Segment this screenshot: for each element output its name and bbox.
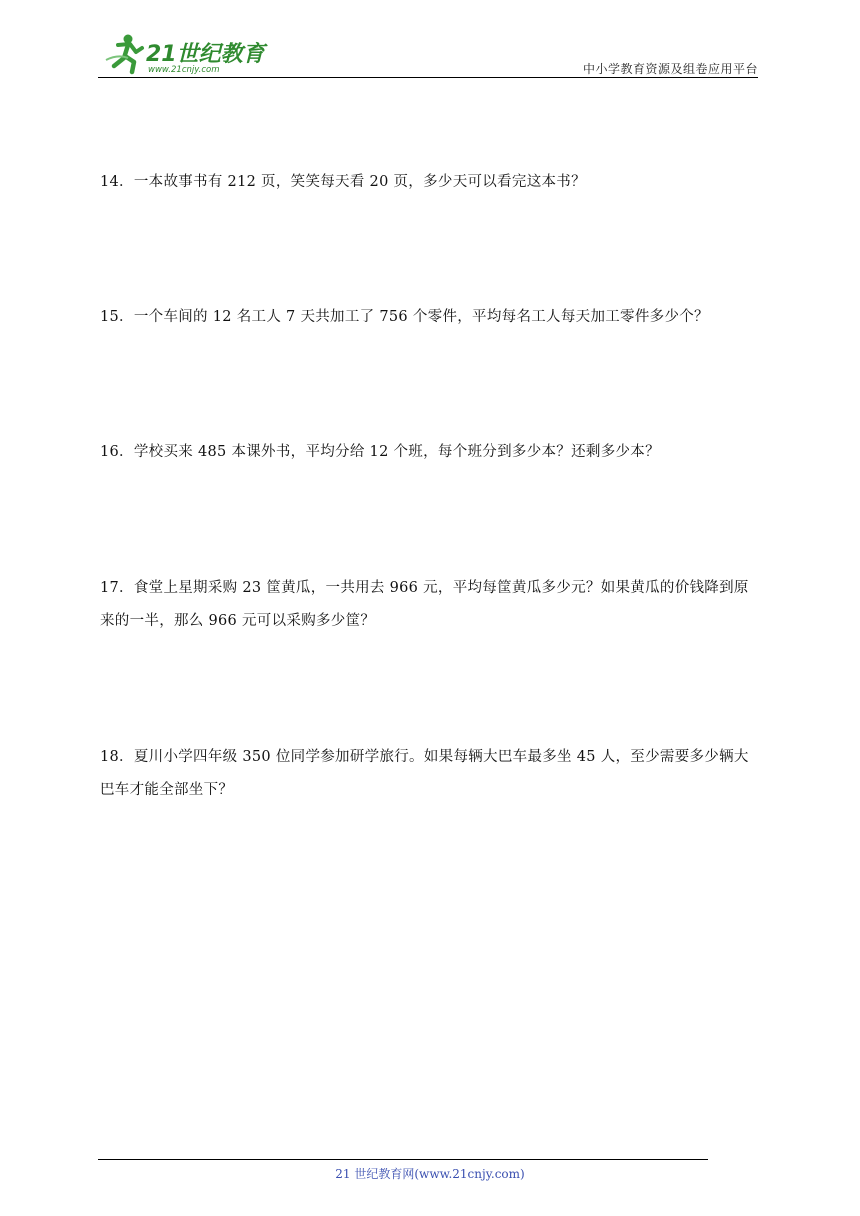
footer-link[interactable]: 21 世纪教育网(www.21cnjy.com) [335, 1167, 525, 1181]
site-logo [98, 30, 268, 76]
question-16: 16．学校买来 485 本课外书，平均分给 12 个班，每个班分到多少本？还剩多少本？ [100, 444, 660, 460]
page-header [98, 30, 758, 78]
question-17: 17．食堂上星期采购 23 筐黄瓜，一共用去 966 元，平均每筐黄瓜多少元？如果黄瓜的价钱降到原来的一半，那么 966 元可以采购多少筐？ [100, 580, 749, 629]
logo-url: www.21cnjy.com [148, 65, 220, 75]
platform-name: 中小学教育资源及组卷应用平台 [582, 62, 758, 76]
question-15: 15．一个车间的 12 名工人 7 天共加工了 756 个零件，平均每名工人每天加工零件多少个？ [100, 309, 709, 325]
question-14: 14．一本故事书有 212 页，笑笑每天看 20 页，多少天可以看完这本书？ [100, 174, 586, 190]
header-divider [98, 77, 758, 78]
footer-divider [98, 1159, 708, 1160]
runner-icon [106, 35, 142, 73]
question-18: 18．夏川小学四年级 350 位同学参加研学旅行。如果每辆大巴车最多坐 45 人，至少需要多少辆大巴车才能全部坐下？ [100, 749, 749, 798]
logo-text: 21世纪教育 [146, 42, 265, 67]
